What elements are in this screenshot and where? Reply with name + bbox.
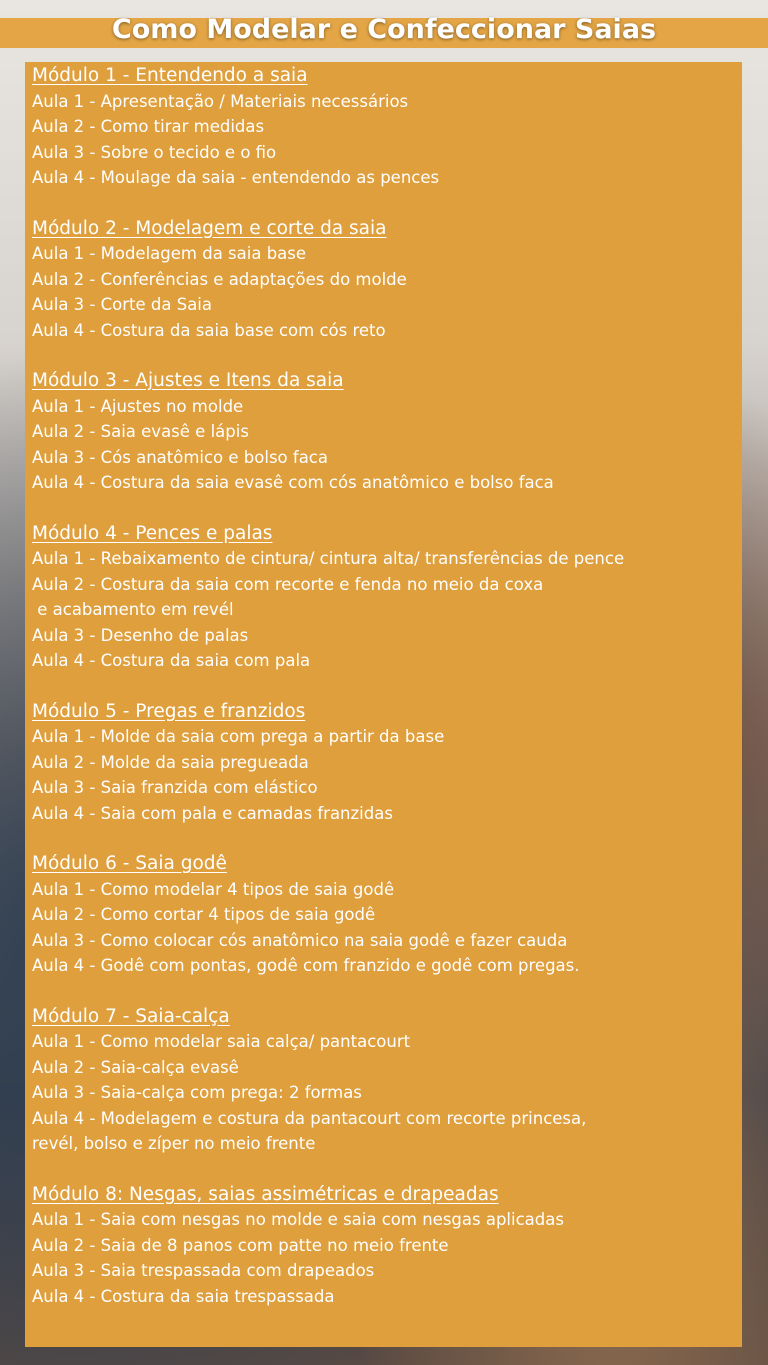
lesson-item: Aula 3 - Como colocar cós anatômico na saia godê e fazer cauda bbox=[32, 930, 568, 950]
lesson-item: Aula 3 - Saia franzida com elástico bbox=[32, 778, 318, 797]
module-section bbox=[32, 368, 742, 496]
course-content-panel bbox=[25, 62, 742, 1347]
module-section bbox=[32, 699, 742, 827]
module-section bbox=[32, 1004, 742, 1157]
lesson-item: Aula 1 - Modelagem da saia base bbox=[32, 244, 307, 263]
lesson-item: Aula 3 - Desenho de palas bbox=[32, 625, 249, 645]
module-title: Módulo 4 - Pences e palas bbox=[32, 522, 273, 544]
lesson-item: Aula 2 - Como tirar medidas bbox=[32, 117, 265, 136]
lesson-item: e acabamento em revél bbox=[32, 600, 234, 619]
lesson-item: revél, bolso e zíper no meio frente bbox=[32, 1134, 316, 1153]
module-section bbox=[32, 63, 742, 191]
lesson-item: Aula 4 - Costura da saia trespassada bbox=[32, 1286, 335, 1306]
module-title: Módulo 8: Nesgas, saias assimétricas e drapeadas bbox=[32, 1183, 499, 1205]
lesson-item: Aula 1 - Apresentação / Materiais necessários bbox=[32, 91, 409, 111]
lesson-item: Aula 4 - Modelagem e costura da pantacourt com recorte princesa, bbox=[32, 1108, 587, 1128]
lesson-item: Aula 1 - Ajustes no molde bbox=[32, 396, 244, 416]
page-title: Como Modelar e Confeccionar Saias bbox=[111, 14, 657, 45]
lesson-item: Aula 1 - Molde da saia com prega a partir da base bbox=[32, 727, 445, 746]
lesson-item: Aula 4 - Costura da saia com pala bbox=[32, 651, 311, 670]
lesson-item: Aula 3 - Saia trespassada com drapeados bbox=[32, 1261, 375, 1280]
module-section bbox=[32, 1182, 742, 1310]
lesson-item: Aula 4 - Costura da saia evasê com cós anatômico e bolso faca bbox=[32, 473, 554, 492]
module-title: Módulo 6 - Saia godê bbox=[32, 853, 227, 874]
module-section bbox=[32, 521, 742, 674]
lesson-item: Aula 2 - Saia evasê e lápis bbox=[32, 422, 249, 441]
module-title: Módulo 2 - Modelagem e corte da saia bbox=[32, 217, 387, 239]
lesson-item: Aula 3 - Saia-calça com prega: 2 formas bbox=[32, 1083, 362, 1102]
lesson-item: Aula 4 - Moulage da saia - entendendo as pences bbox=[32, 168, 440, 187]
lesson-item: Aula 1 - Como modelar saia calça/ pantacourt bbox=[32, 1032, 411, 1051]
lesson-item: Aula 1 - Rebaixamento de cintura/ cintura alta/ transferências de pence bbox=[32, 549, 625, 568]
module-title: Módulo 5 - Pregas e franzidos bbox=[32, 700, 306, 722]
lesson-item: Aula 2 - Como cortar 4 tipos de saia godê bbox=[32, 905, 376, 924]
module-section bbox=[32, 216, 742, 344]
lesson-item: Aula 2 - Conferências e adaptações do molde bbox=[32, 269, 407, 289]
lesson-item: Aula 4 - Costura da saia base com cós reto bbox=[32, 320, 386, 340]
lesson-item: Aula 3 - Cós anatômico e bolso faca bbox=[32, 447, 328, 467]
lesson-item: Aula 4 - Godê com pontas, godê com franzido e godê com pregas. bbox=[32, 956, 580, 975]
lesson-item: Aula 2 - Molde da saia pregueada bbox=[32, 752, 309, 772]
module-title: Módulo 7 - Saia-calça bbox=[32, 1005, 230, 1027]
lesson-item: Aula 4 - Saia com pala e camadas franzidas bbox=[32, 803, 393, 823]
module-title: Módulo 3 - Ajustes e Itens da saia bbox=[32, 370, 344, 391]
lesson-item: Aula 2 - Costura da saia com recorte e fenda no meio da coxa bbox=[32, 574, 544, 594]
lesson-item: Aula 1 - Saia com nesgas no molde e saia com nesgas aplicadas bbox=[32, 1210, 564, 1229]
lesson-item: Aula 3 - Corte da Saia bbox=[32, 295, 213, 314]
module-section bbox=[32, 851, 742, 979]
lesson-item: Aula 3 - Sobre o tecido e o fio bbox=[32, 142, 277, 162]
module-title: Módulo 1 - Entendendo a saia bbox=[32, 65, 308, 86]
lesson-item: Aula 1 - Como modelar 4 tipos de saia godê bbox=[32, 879, 395, 899]
lesson-item: Aula 2 - Saia de 8 panos com patte no meio frente bbox=[32, 1235, 449, 1255]
lesson-item: Aula 2 - Saia-calça evasê bbox=[32, 1057, 239, 1077]
